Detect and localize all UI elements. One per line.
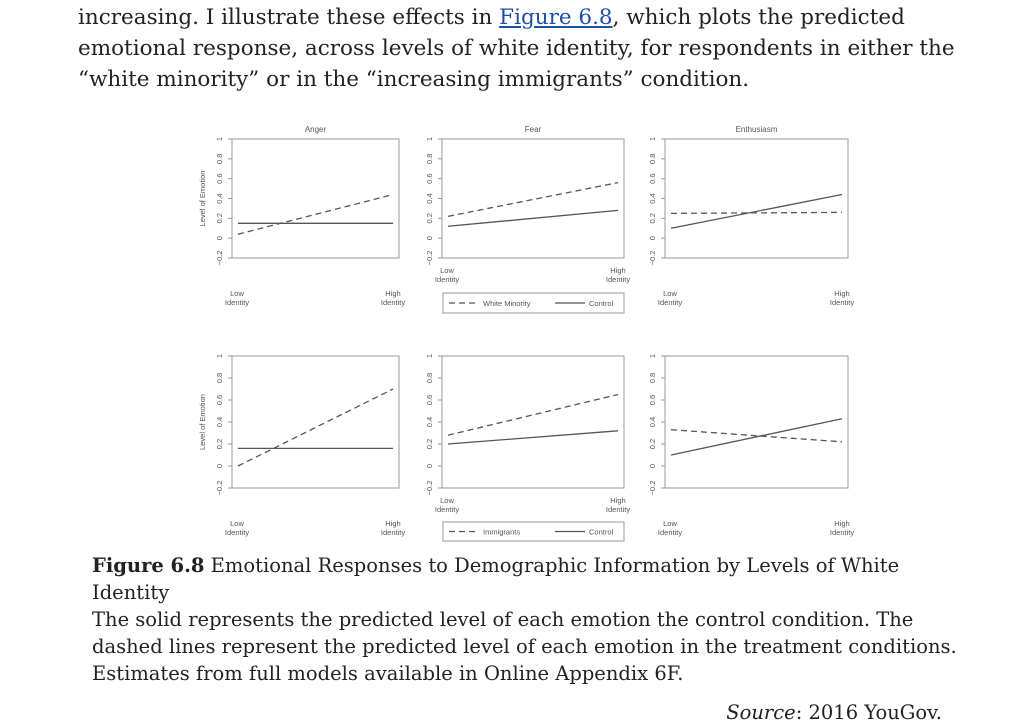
y-axis-label: Level of Emotion (198, 394, 207, 450)
x-tick-label: Identity (224, 298, 250, 307)
legend-row-2 (443, 522, 624, 541)
y-tick-label: 0.6 (214, 394, 224, 406)
panel-title: Fear (524, 125, 542, 134)
y-tick-label: 0.8 (214, 153, 224, 165)
panel-frame (232, 139, 399, 258)
x-tick-label: Low (663, 519, 677, 528)
x-tick-label: Identity (605, 505, 631, 514)
legend-label: Control (589, 527, 614, 537)
series-line-white-minority (448, 183, 618, 217)
caption-title: Emotional Responses to Demographic Information by Levels of White Identity (92, 554, 900, 604)
y-tick-label: 0.2 (647, 438, 657, 450)
x-tick-label: Low (663, 289, 677, 298)
y-tick-label: 0.6 (424, 173, 434, 184)
panel-1 (198, 125, 405, 307)
y-tick-label: 1 (214, 353, 224, 359)
series-line-control (671, 195, 842, 229)
series-line-white-minority (671, 212, 842, 213)
y-tick-label: −0.2 (647, 250, 657, 266)
y-tick-label: 0.6 (647, 394, 657, 406)
y-tick-label: 0 (214, 236, 224, 241)
intro-text-after: , which plots the predicted emotional response, across levels of white identity, for respondents in either the “white minority” or in the “increasing immigrants” condition. (78, 5, 955, 92)
series-line-control (448, 210, 618, 226)
legend-label: Control (589, 299, 614, 308)
x-tick-label: High (834, 519, 850, 528)
y-tick-label: 0.8 (424, 372, 434, 384)
series-line-immigrants (238, 389, 393, 466)
x-tick-label: Identity (829, 528, 855, 537)
x-tick-label: High (610, 266, 626, 275)
y-tick-label: 0.4 (647, 416, 657, 428)
caption-heading (92, 552, 982, 606)
y-axis-label: Level of Emotion (198, 170, 207, 227)
y-tick-label: 0.6 (214, 173, 224, 184)
source-line (726, 699, 942, 726)
x-tick-label: Identity (380, 528, 406, 537)
series-line-immigrants (671, 430, 842, 442)
y-tick-label: 0.8 (647, 372, 657, 384)
x-tick-label: Identity (434, 275, 460, 284)
y-tick-label: 0.6 (424, 394, 434, 406)
source-text: : 2016 YouGov. (795, 701, 942, 724)
series-line-immigrants (448, 395, 618, 436)
y-tick-label: 1 (647, 136, 657, 142)
legend-label: Immigrants (483, 527, 521, 537)
y-tick-label: 0.8 (647, 153, 657, 165)
y-tick-label: 0.4 (214, 416, 224, 428)
y-tick-label: −0.2 (424, 480, 434, 496)
y-tick-label: 0.2 (424, 213, 434, 224)
series-line-control (671, 419, 842, 455)
x-tick-label: High (385, 289, 401, 298)
panel-4 (198, 354, 405, 537)
y-tick-label: 0 (424, 236, 434, 241)
caption-label: Figure 6.8 (92, 554, 205, 577)
legend-row-1 (443, 293, 624, 313)
y-tick-label: 0 (647, 463, 657, 469)
x-tick-label: High (385, 519, 401, 528)
y-tick-label: 0 (214, 463, 224, 469)
y-tick-label: 1 (647, 353, 657, 359)
y-tick-label: 1 (214, 136, 224, 142)
panel-6 (648, 354, 854, 537)
series-line-white-minority (238, 195, 393, 235)
y-tick-label: 0.2 (647, 213, 657, 224)
x-tick-label: Identity (657, 528, 683, 537)
x-tick-label: Low (440, 266, 454, 275)
x-tick-label: Identity (829, 298, 855, 307)
panel-frame (232, 356, 399, 488)
panel-2 (425, 125, 630, 284)
panel-3 (648, 125, 854, 307)
x-tick-label: Identity (434, 505, 460, 514)
x-tick-label: Identity (224, 528, 250, 537)
x-tick-label: Low (230, 519, 244, 528)
y-tick-label: 1 (424, 353, 434, 359)
panel-frame (442, 356, 624, 488)
y-tick-label: 1 (424, 136, 434, 142)
x-tick-label: Identity (657, 298, 683, 307)
y-tick-label: 0.8 (424, 153, 434, 165)
intro-text-before: increasing. I illustrate these effects in (78, 5, 500, 30)
y-tick-label: 0 (424, 463, 434, 469)
series-line-control (448, 431, 618, 444)
source-label: Source (726, 701, 796, 724)
panel-frame (442, 139, 624, 258)
x-tick-label: High (610, 496, 626, 505)
y-tick-label: −0.2 (214, 250, 224, 266)
panel-5 (425, 354, 630, 514)
y-tick-label: 0.4 (424, 416, 434, 428)
y-tick-label: 0.4 (214, 193, 224, 204)
x-tick-label: Low (440, 496, 454, 505)
y-tick-label: 0.2 (214, 213, 224, 224)
x-tick-label: Identity (380, 298, 406, 307)
y-tick-label: −0.2 (214, 480, 224, 496)
x-tick-label: High (834, 289, 850, 298)
panel-title: Enthusiasm (735, 125, 778, 134)
y-tick-label: 0 (647, 236, 657, 241)
y-tick-label: −0.2 (647, 480, 657, 496)
panel-frame (665, 356, 848, 488)
figure-caption (92, 552, 982, 687)
figure-link[interactable]: Figure 6.8 (499, 5, 613, 30)
x-tick-label: Identity (605, 275, 631, 284)
panel-title: Anger (304, 125, 327, 134)
y-tick-label: 0.8 (214, 372, 224, 384)
caption-note: The solid represents the predicted level of each emotion the control condition. The dashed lines represent the predicted level of each emotion in the treatment conditions. Estimates from full models available in Online Appendix 6F. (92, 608, 957, 685)
y-tick-label: 0.4 (647, 193, 657, 204)
y-tick-label: 0.4 (424, 193, 434, 204)
y-tick-label: 0.2 (424, 438, 434, 450)
y-tick-label: 0.6 (647, 173, 657, 184)
legend-label: White Minority (483, 299, 531, 308)
y-tick-label: 0.2 (214, 438, 224, 450)
y-tick-label: −0.2 (424, 250, 434, 266)
x-tick-label: Low (230, 289, 244, 298)
